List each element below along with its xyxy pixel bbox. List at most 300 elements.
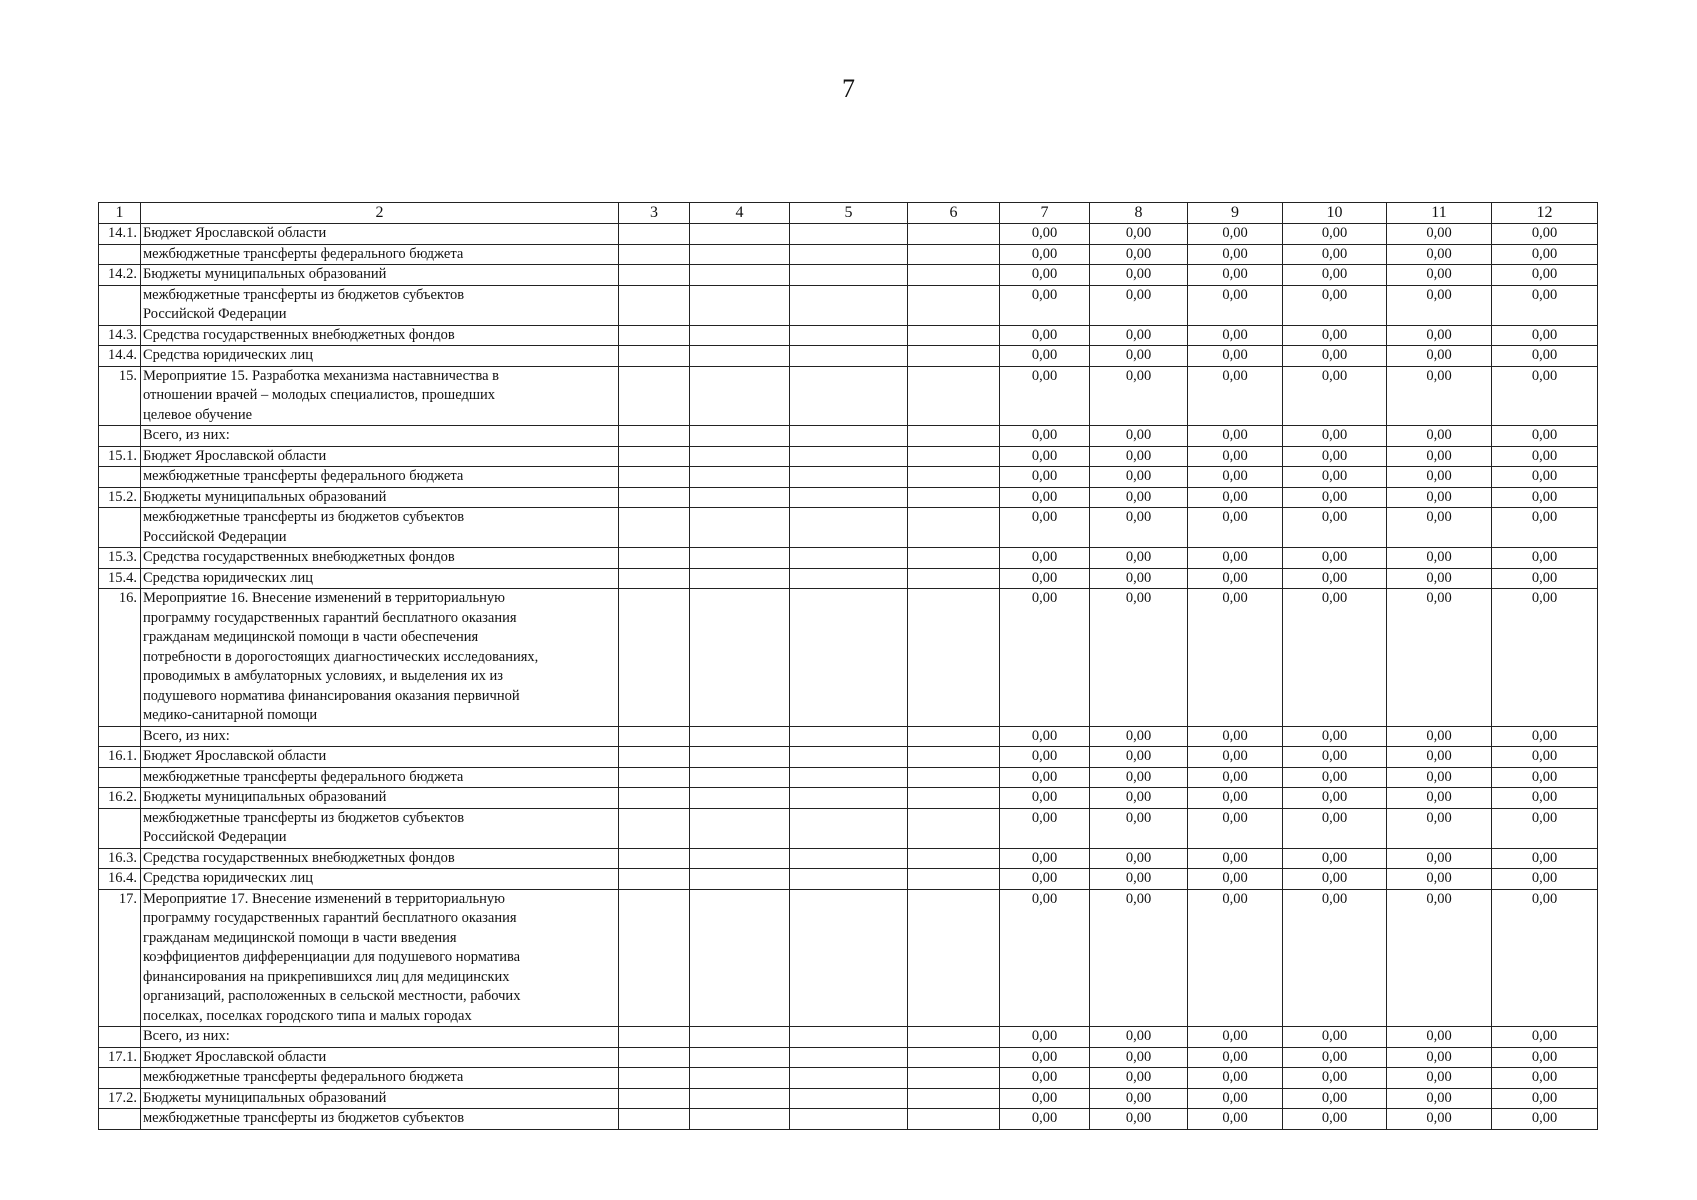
value-cell: 0,00 (1492, 346, 1598, 367)
empty-cell (908, 767, 1000, 788)
value-cell: 0,00 (1090, 224, 1188, 245)
value-cell: 0,00 (1387, 726, 1492, 747)
empty-cell (619, 467, 690, 488)
value-cell: 0,00 (1188, 1068, 1283, 1089)
value-cell: 0,00 (1492, 1109, 1598, 1130)
empty-cell (690, 788, 790, 809)
row-number: 14.1. (99, 224, 141, 245)
row-number (99, 726, 141, 747)
value-cell: 0,00 (1090, 548, 1188, 569)
empty-cell (908, 366, 1000, 426)
description-line: коэффициентов дифференциации для подушевого норматива (143, 949, 521, 965)
empty-cell (690, 1088, 790, 1109)
table-row (99, 1068, 1598, 1089)
row-description (141, 1047, 619, 1068)
value-cell: 0,00 (1387, 1027, 1492, 1048)
table-row (99, 487, 1598, 508)
value-cell: 0,00 (1387, 548, 1492, 569)
table-row (99, 325, 1598, 346)
empty-cell (690, 1047, 790, 1068)
empty-cell (908, 726, 1000, 747)
value-cell: 0,00 (1090, 1027, 1188, 1048)
row-description (141, 224, 619, 245)
description-line: Средства государственных внебюджетных фондов (143, 849, 455, 866)
empty-cell (908, 224, 1000, 245)
value-cell: 0,00 (1283, 224, 1387, 245)
value-cell: 0,00 (1000, 848, 1090, 869)
column-header: 5 (790, 203, 908, 224)
value-cell: 0,00 (1090, 487, 1188, 508)
value-cell: 0,00 (1090, 366, 1188, 426)
value-cell: 0,00 (1492, 568, 1598, 589)
value-cell: 0,00 (1387, 366, 1492, 426)
value-cell: 0,00 (1283, 487, 1387, 508)
value-cell: 0,00 (1283, 366, 1387, 426)
value-cell: 0,00 (1387, 767, 1492, 788)
row-number: 16.3. (99, 848, 141, 869)
empty-cell (908, 848, 1000, 869)
description-line: межбюджетные трансферты из бюджетов субъектов (143, 809, 465, 826)
value-cell: 0,00 (1188, 1088, 1283, 1109)
budget-table (98, 202, 1598, 1130)
value-cell: 0,00 (1090, 808, 1188, 848)
value-cell: 0,00 (1000, 366, 1090, 426)
table-row (99, 366, 1598, 426)
description-line: межбюджетные трансферты федерального бюджета (143, 1069, 464, 1085)
value-cell: 0,00 (1000, 788, 1090, 809)
value-cell: 0,00 (1283, 1047, 1387, 1068)
table-row (99, 265, 1598, 286)
description-line: межбюджетные трансферты из бюджетов субъектов (143, 286, 465, 303)
row-description (141, 467, 619, 488)
value-cell: 0,00 (1188, 747, 1283, 768)
value-cell: 0,00 (1492, 767, 1598, 788)
value-cell: 0,00 (1492, 889, 1598, 1027)
value-cell: 0,00 (1387, 869, 1492, 890)
value-cell: 0,00 (1000, 747, 1090, 768)
value-cell: 0,00 (1000, 224, 1090, 245)
row-description (141, 548, 619, 569)
value-cell: 0,00 (1188, 325, 1283, 346)
value-cell: 0,00 (1090, 788, 1188, 809)
table-row (99, 848, 1598, 869)
row-number: 17.2. (99, 1088, 141, 1109)
column-header: 8 (1090, 203, 1188, 224)
description-line: межбюджетные трансферты федерального бюджета (143, 468, 464, 484)
row-number: 16.1. (99, 747, 141, 768)
value-cell: 0,00 (1090, 426, 1188, 447)
value-cell: 0,00 (1188, 767, 1283, 788)
value-cell: 0,00 (1492, 285, 1598, 325)
value-cell: 0,00 (1387, 889, 1492, 1027)
value-cell: 0,00 (1090, 285, 1188, 325)
empty-cell (619, 366, 690, 426)
empty-cell (908, 1047, 1000, 1068)
table-row (99, 467, 1598, 488)
value-cell: 0,00 (1387, 265, 1492, 286)
row-number (99, 285, 141, 325)
empty-cell (619, 224, 690, 245)
row-description (141, 487, 619, 508)
description-line: межбюджетные трансферты федерального бюджета (143, 768, 464, 785)
column-header: 12 (1492, 203, 1598, 224)
value-cell: 0,00 (1090, 346, 1188, 367)
description-line: программу государственных гарантий бесплатного оказания (143, 910, 517, 926)
empty-cell (908, 747, 1000, 768)
description-line: финансирования на прикрепившихся лиц для медицинских (143, 968, 510, 985)
table-row (99, 426, 1598, 447)
value-cell: 0,00 (1283, 1109, 1387, 1130)
value-cell: 0,00 (1283, 265, 1387, 286)
table-row (99, 548, 1598, 569)
empty-cell (908, 446, 1000, 467)
row-number: 17. (99, 889, 141, 1027)
row-description (141, 1068, 619, 1089)
description-line: медико-санитарной помощи (143, 707, 318, 723)
empty-cell (908, 508, 1000, 548)
empty-cell (619, 285, 690, 325)
description-line: организаций, расположенных в сельской местности, рабочих (143, 988, 521, 1004)
empty-cell (790, 244, 908, 265)
description-line: межбюджетные трансферты федерального бюджета (143, 245, 464, 262)
value-cell: 0,00 (1387, 467, 1492, 488)
value-cell: 0,00 (1492, 848, 1598, 869)
value-cell: 0,00 (1000, 1068, 1090, 1089)
value-cell: 0,00 (1000, 548, 1090, 569)
value-cell: 0,00 (1492, 726, 1598, 747)
empty-cell (790, 446, 908, 467)
row-description (141, 747, 619, 768)
empty-cell (619, 1027, 690, 1048)
description-line: Бюджеты муниципальных образований (143, 789, 387, 805)
description-line: Средства государственных внебюджетных фондов (143, 326, 455, 343)
value-cell: 0,00 (1387, 808, 1492, 848)
value-cell: 0,00 (1387, 285, 1492, 325)
value-cell: 0,00 (1000, 1109, 1090, 1130)
value-cell: 0,00 (1090, 446, 1188, 467)
empty-cell (790, 265, 908, 286)
value-cell: 0,00 (1492, 487, 1598, 508)
empty-cell (690, 467, 790, 488)
value-cell: 0,00 (1492, 265, 1598, 286)
row-description (141, 848, 619, 869)
value-cell: 0,00 (1188, 224, 1283, 245)
empty-cell (908, 808, 1000, 848)
value-cell: 0,00 (1000, 508, 1090, 548)
empty-cell (619, 788, 690, 809)
row-description (141, 1088, 619, 1109)
description-line: Бюджеты муниципальных образований (143, 266, 387, 282)
empty-cell (619, 426, 690, 447)
empty-cell (690, 767, 790, 788)
table-header-row (99, 203, 1598, 224)
table-row (99, 869, 1598, 890)
row-number (99, 767, 141, 788)
value-cell: 0,00 (1283, 446, 1387, 467)
empty-cell (619, 508, 690, 548)
value-cell: 0,00 (1000, 808, 1090, 848)
row-number (99, 1068, 141, 1089)
empty-cell (790, 1068, 908, 1089)
value-cell: 0,00 (1387, 426, 1492, 447)
empty-cell (790, 726, 908, 747)
value-cell: 0,00 (1492, 325, 1598, 346)
row-number: 15.3. (99, 548, 141, 569)
value-cell: 0,00 (1188, 726, 1283, 747)
value-cell: 0,00 (1090, 1109, 1188, 1130)
value-cell: 0,00 (1283, 508, 1387, 548)
empty-cell (619, 1109, 690, 1130)
empty-cell (790, 1047, 908, 1068)
value-cell: 0,00 (1492, 1068, 1598, 1089)
empty-cell (690, 285, 790, 325)
row-number: 15.2. (99, 487, 141, 508)
column-header: 11 (1387, 203, 1492, 224)
row-description (141, 869, 619, 890)
row-description (141, 244, 619, 265)
row-description (141, 889, 619, 1027)
description-line: Средства государственных внебюджетных фондов (143, 549, 455, 565)
column-header: 10 (1283, 203, 1387, 224)
row-description (141, 1027, 619, 1048)
empty-cell (790, 366, 908, 426)
value-cell: 0,00 (1188, 548, 1283, 569)
empty-cell (908, 869, 1000, 890)
value-cell: 0,00 (1387, 568, 1492, 589)
table-row (99, 1027, 1598, 1048)
column-header: 6 (908, 203, 1000, 224)
table-row (99, 346, 1598, 367)
row-number (99, 467, 141, 488)
row-description (141, 508, 619, 548)
value-cell: 0,00 (1000, 869, 1090, 890)
value-cell: 0,00 (1283, 568, 1387, 589)
empty-cell (790, 747, 908, 768)
empty-cell (908, 568, 1000, 589)
row-number (99, 1109, 141, 1130)
empty-cell (619, 346, 690, 367)
value-cell: 0,00 (1000, 346, 1090, 367)
value-cell: 0,00 (1387, 1109, 1492, 1130)
empty-cell (690, 426, 790, 447)
description-line: Всего, из них: (143, 727, 230, 744)
description-line: межбюджетные трансферты из бюджетов субъектов (143, 1110, 465, 1126)
empty-cell (619, 1068, 690, 1089)
value-cell: 0,00 (1090, 325, 1188, 346)
table-row (99, 508, 1598, 548)
description-line: отношении врачей – молодых специалистов, прошедших (143, 387, 496, 403)
description-line: Мероприятие 15. Разработка механизма наставничества в (143, 367, 500, 384)
empty-cell (908, 346, 1000, 367)
empty-cell (619, 548, 690, 569)
row-number: 16. (99, 589, 141, 727)
empty-cell (619, 487, 690, 508)
value-cell: 0,00 (1188, 346, 1283, 367)
row-number: 15.1. (99, 446, 141, 467)
value-cell: 0,00 (1492, 1047, 1598, 1068)
value-cell: 0,00 (1492, 747, 1598, 768)
value-cell: 0,00 (1000, 325, 1090, 346)
description-line: Бюджеты муниципальных образований (143, 1089, 387, 1106)
row-number: 16.4. (99, 869, 141, 890)
empty-cell (619, 325, 690, 346)
value-cell: 0,00 (1387, 589, 1492, 727)
value-cell: 0,00 (1188, 285, 1283, 325)
value-cell: 0,00 (1283, 346, 1387, 367)
empty-cell (790, 808, 908, 848)
value-cell: 0,00 (1387, 508, 1492, 548)
value-cell: 0,00 (1090, 589, 1188, 727)
value-cell: 0,00 (1090, 889, 1188, 1027)
empty-cell (790, 1027, 908, 1048)
row-description (141, 1109, 619, 1130)
row-description (141, 366, 619, 426)
description-line: Средства юридических лиц (143, 569, 313, 586)
row-number (99, 426, 141, 447)
value-cell: 0,00 (1283, 426, 1387, 447)
empty-cell (690, 508, 790, 548)
value-cell: 0,00 (1090, 869, 1188, 890)
value-cell: 0,00 (1492, 467, 1598, 488)
value-cell: 0,00 (1283, 589, 1387, 727)
value-cell: 0,00 (1387, 325, 1492, 346)
description-line: Российской Федерации (143, 829, 287, 845)
value-cell: 0,00 (1090, 508, 1188, 548)
empty-cell (619, 1047, 690, 1068)
value-cell: 0,00 (1387, 788, 1492, 809)
row-description (141, 285, 619, 325)
value-cell: 0,00 (1090, 767, 1188, 788)
empty-cell (690, 568, 790, 589)
description-line: Бюджет Ярославской области (143, 748, 327, 764)
page-number: 7 (842, 74, 855, 103)
empty-cell (619, 869, 690, 890)
value-cell: 0,00 (1000, 889, 1090, 1027)
value-cell: 0,00 (1000, 446, 1090, 467)
empty-cell (690, 224, 790, 245)
description-line: Мероприятие 16. Внесение изменений в территориальную (143, 590, 505, 606)
value-cell: 0,00 (1090, 747, 1188, 768)
value-cell: 0,00 (1387, 244, 1492, 265)
value-cell: 0,00 (1492, 244, 1598, 265)
empty-cell (790, 467, 908, 488)
description-line: Всего, из них: (143, 427, 230, 443)
description-line: Российской Федерации (143, 528, 287, 545)
column-header: 2 (141, 203, 619, 224)
value-cell: 0,00 (1492, 869, 1598, 890)
value-cell: 0,00 (1000, 589, 1090, 727)
value-cell: 0,00 (1000, 265, 1090, 286)
value-cell: 0,00 (1283, 726, 1387, 747)
table-row (99, 1088, 1598, 1109)
empty-cell (690, 1109, 790, 1130)
row-description (141, 726, 619, 747)
empty-cell (908, 1068, 1000, 1089)
value-cell: 0,00 (1492, 589, 1598, 727)
empty-cell (619, 244, 690, 265)
empty-cell (619, 1088, 690, 1109)
empty-cell (790, 869, 908, 890)
row-number (99, 1027, 141, 1048)
empty-cell (690, 869, 790, 890)
table-row (99, 726, 1598, 747)
empty-cell (790, 285, 908, 325)
table-row (99, 767, 1598, 788)
table-row (99, 285, 1598, 325)
value-cell: 0,00 (1090, 1068, 1188, 1089)
table-row (99, 889, 1598, 1027)
empty-cell (908, 426, 1000, 447)
row-number (99, 808, 141, 848)
value-cell: 0,00 (1188, 808, 1283, 848)
description-line: межбюджетные трансферты из бюджетов субъектов (143, 509, 465, 525)
description-line: Бюджеты муниципальных образований (143, 488, 387, 505)
column-header: 1 (99, 203, 141, 224)
empty-cell (690, 747, 790, 768)
value-cell: 0,00 (1188, 426, 1283, 447)
empty-cell (790, 487, 908, 508)
table-row (99, 568, 1598, 589)
value-cell: 0,00 (1090, 244, 1188, 265)
row-description (141, 589, 619, 727)
empty-cell (908, 285, 1000, 325)
empty-cell (790, 568, 908, 589)
empty-cell (908, 244, 1000, 265)
value-cell: 0,00 (1492, 1027, 1598, 1048)
row-number (99, 508, 141, 548)
value-cell: 0,00 (1188, 1027, 1283, 1048)
value-cell: 0,00 (1283, 848, 1387, 869)
value-cell: 0,00 (1387, 1068, 1492, 1089)
row-number: 17.1. (99, 1047, 141, 1068)
empty-cell (790, 426, 908, 447)
row-description (141, 568, 619, 589)
empty-cell (690, 487, 790, 508)
value-cell: 0,00 (1188, 589, 1283, 727)
description-line: гражданам медицинской помощи в части введения (143, 929, 457, 946)
value-cell: 0,00 (1188, 848, 1283, 869)
table-row (99, 446, 1598, 467)
description-line: Средства юридических лиц (143, 347, 313, 363)
empty-cell (690, 726, 790, 747)
value-cell: 0,00 (1188, 1109, 1283, 1130)
column-header: 4 (690, 203, 790, 224)
row-number: 16.2. (99, 788, 141, 809)
empty-cell (690, 446, 790, 467)
value-cell: 0,00 (1188, 508, 1283, 548)
table-row (99, 747, 1598, 768)
value-cell: 0,00 (1188, 788, 1283, 809)
value-cell: 0,00 (1492, 366, 1598, 426)
empty-cell (908, 788, 1000, 809)
value-cell: 0,00 (1000, 426, 1090, 447)
value-cell: 0,00 (1492, 1088, 1598, 1109)
empty-cell (908, 1088, 1000, 1109)
description-line: проводимых в амбулаторных условиях, и выделения их из (143, 668, 503, 684)
value-cell: 0,00 (1283, 1088, 1387, 1109)
value-cell: 0,00 (1492, 224, 1598, 245)
empty-cell (790, 1088, 908, 1109)
empty-cell (790, 346, 908, 367)
empty-cell (690, 848, 790, 869)
value-cell: 0,00 (1000, 1027, 1090, 1048)
row-description (141, 426, 619, 447)
empty-cell (790, 767, 908, 788)
empty-cell (619, 889, 690, 1027)
description-line: подушевого норматива финансирования оказания первичной (143, 687, 520, 704)
empty-cell (690, 1027, 790, 1048)
row-description (141, 808, 619, 848)
